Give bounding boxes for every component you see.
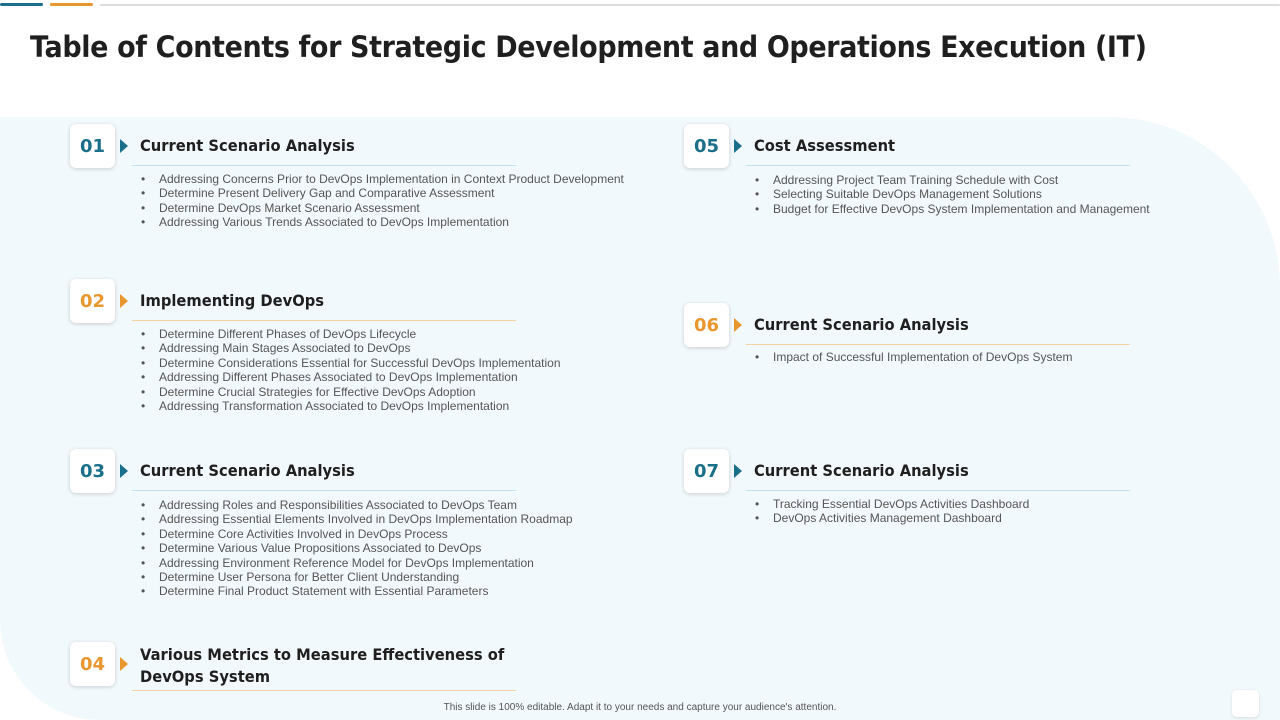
play-arrow-icon: [734, 139, 742, 153]
section-heading: Current Scenario Analysis: [754, 461, 969, 480]
list-item: • Addressing Various Trends Associated to DevOps Implementation: [141, 215, 624, 229]
section-bullets: [755, 173, 1150, 216]
play-arrow-icon: [734, 318, 742, 332]
list-item: • Budget for Effective DevOps System Implementation and Management: [755, 202, 1150, 216]
list-item: • Determine DevOps Market Scenario Assessment: [141, 201, 624, 215]
accent-bar-blue: [0, 3, 43, 6]
section-heading: Current Scenario Analysis: [140, 136, 355, 155]
section-heading: Cost Assessment: [754, 136, 896, 155]
list-item: • Selecting Suitable DevOps Management Solutions: [755, 187, 1150, 201]
section-bullets: [755, 350, 1072, 364]
list-item: • Determine User Persona for Better Client Understanding: [141, 570, 573, 584]
list-item: • Addressing Roles and Responsibilities Associated to DevOps Team: [141, 498, 573, 512]
section-divider: [746, 165, 1130, 166]
section-heading: Various Metrics to Measure Effectiveness of DevOps System: [140, 645, 505, 686]
list-item: • Addressing Concerns Prior to DevOps Implementation in Context Product Development: [141, 172, 624, 186]
play-arrow-icon: [120, 294, 128, 308]
section-number: 07: [684, 449, 729, 493]
play-arrow-icon: [120, 139, 128, 153]
section-bullets: [141, 327, 561, 413]
list-item: • DevOps Activities Management Dashboard: [755, 511, 1029, 525]
play-arrow-icon: [734, 464, 742, 478]
list-item: • Addressing Different Phases Associated to DevOps Implementation: [141, 370, 561, 384]
section-number: 01: [70, 124, 115, 168]
section-bullets: [141, 172, 624, 230]
slide-title: Table of Contents for Strategic Development and Operations Execution (IT): [30, 30, 1147, 64]
list-item: • Addressing Essential Elements Involved in DevOps Implementation Roadmap: [141, 512, 573, 526]
list-item: • Determine Considerations Essential for Successful DevOps Implementation: [141, 356, 561, 370]
section-number: 05: [684, 124, 729, 168]
play-arrow-icon: [120, 657, 128, 671]
list-item: • Determine Present Delivery Gap and Comparative Assessment: [141, 186, 624, 200]
list-item: • Determine Core Activities Involved in DevOps Process: [141, 527, 573, 541]
list-item: • Determine Different Phases of DevOps Lifecycle: [141, 327, 561, 341]
section-bullets: [141, 498, 573, 599]
accent-bar-orange: [50, 3, 93, 6]
accent-bar-grey: [100, 4, 1280, 6]
list-item: • Addressing Transformation Associated to DevOps Implementation: [141, 399, 561, 413]
section-divider: [132, 490, 516, 491]
list-item: • Impact of Successful Implementation of DevOps System: [755, 350, 1072, 364]
section-divider: [132, 320, 516, 321]
section-number: 02: [70, 279, 115, 323]
list-item: • Addressing Environment Reference Model for DevOps Implementation: [141, 556, 573, 570]
list-item: • Addressing Project Team Training Schedule with Cost: [755, 173, 1150, 187]
footer-note: This slide is 100% editable. Adapt it to your needs and capture your audience's attention.: [443, 702, 837, 713]
section-heading: Current Scenario Analysis: [140, 461, 355, 480]
section-divider: [746, 490, 1130, 491]
play-arrow-icon: [120, 464, 128, 478]
section-divider: [132, 165, 516, 166]
section-number: 03: [70, 449, 115, 493]
section-heading: Current Scenario Analysis: [754, 315, 969, 334]
section-heading: Implementing DevOps: [140, 291, 325, 310]
list-item: • Addressing Main Stages Associated to DevOps: [141, 341, 561, 355]
list-item: • Determine Various Value Propositions Associated to DevOps: [141, 541, 573, 555]
list-item: • Tracking Essential DevOps Activities Dashboard: [755, 497, 1029, 511]
section-bullets: [755, 497, 1029, 526]
section-number: 04: [70, 642, 115, 686]
section-number: 06: [684, 303, 729, 347]
slide-corner-box: [1232, 690, 1259, 717]
section-divider: [132, 690, 516, 691]
list-item: • Determine Crucial Strategies for Effective DevOps Adoption: [141, 385, 561, 399]
list-item: • Determine Final Product Statement with Essential Parameters: [141, 584, 573, 598]
section-divider: [746, 344, 1130, 345]
